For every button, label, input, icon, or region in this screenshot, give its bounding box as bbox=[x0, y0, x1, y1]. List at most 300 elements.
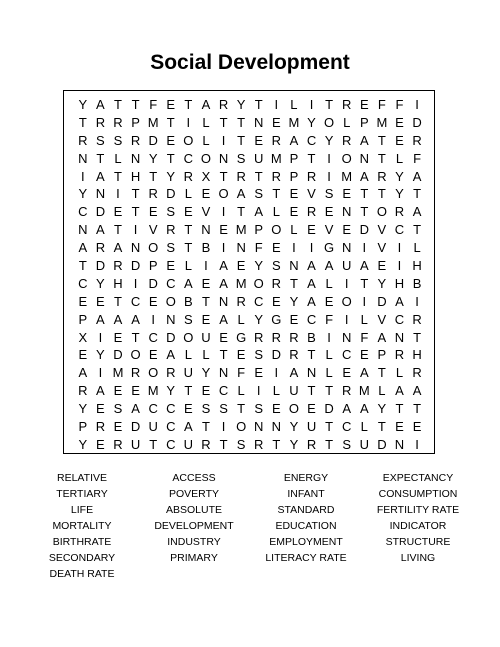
grid-letter: Y bbox=[236, 97, 246, 112]
grid-letter: A bbox=[412, 204, 422, 220]
grid-letter: R bbox=[183, 168, 194, 184]
word-list-item: STANDARD bbox=[277, 504, 335, 516]
grid-letter: T bbox=[272, 436, 281, 452]
grid-letter: A bbox=[359, 168, 369, 184]
puzzle-grid-frame bbox=[63, 90, 435, 454]
grid-letter: L bbox=[202, 132, 210, 148]
grid-letter: A bbox=[342, 401, 352, 417]
grid-row bbox=[74, 168, 426, 186]
grid-letter: E bbox=[113, 329, 123, 345]
word-list-item: INDICATOR bbox=[389, 520, 447, 532]
grid-letter: L bbox=[237, 383, 245, 399]
grid-letter: R bbox=[95, 419, 106, 435]
grid-letter: I bbox=[221, 240, 226, 256]
grid-letter: E bbox=[377, 258, 387, 274]
word-list-item: RELATIVE bbox=[57, 472, 107, 484]
grid-letter: T bbox=[237, 114, 246, 130]
grid-letter: E bbox=[289, 186, 299, 202]
grid-letter: T bbox=[219, 114, 228, 130]
grid-letter: E bbox=[219, 222, 228, 238]
page-title: Social Development bbox=[150, 51, 350, 74]
grid-letter: D bbox=[166, 186, 176, 202]
grid-letter: S bbox=[254, 401, 264, 417]
grid-letter: N bbox=[201, 222, 211, 238]
grid-letter: M bbox=[358, 383, 370, 399]
grid-letter: I bbox=[98, 329, 103, 345]
grid-letter: T bbox=[78, 114, 87, 130]
grid-letter: M bbox=[147, 383, 159, 399]
grid-letter: O bbox=[324, 114, 335, 130]
grid-letter: L bbox=[272, 383, 280, 399]
grid-letter: E bbox=[78, 347, 88, 363]
grid-letter: T bbox=[325, 97, 334, 112]
grid-letter: E bbox=[271, 114, 281, 130]
grid-letter: N bbox=[166, 311, 176, 327]
grid-letter: I bbox=[98, 365, 103, 381]
grid-letter: P bbox=[254, 222, 264, 238]
grid-letter: D bbox=[412, 114, 422, 130]
grid-letter: L bbox=[184, 258, 192, 274]
grid-letter: E bbox=[113, 383, 123, 399]
grid-letter: L bbox=[290, 222, 298, 238]
grid-letter: I bbox=[397, 240, 402, 256]
grid-letter: Y bbox=[78, 401, 88, 417]
grid-letter: D bbox=[130, 258, 141, 274]
grid-row bbox=[74, 275, 426, 293]
grid-letter: A bbox=[96, 222, 105, 238]
grid-letter: I bbox=[221, 204, 226, 220]
grid-letter: M bbox=[288, 114, 300, 130]
grid-letter: O bbox=[148, 365, 159, 381]
grid-letter: T bbox=[360, 204, 369, 220]
grid-letter: D bbox=[148, 132, 158, 148]
grid-letter: E bbox=[148, 204, 158, 220]
grid-letter: A bbox=[395, 293, 404, 309]
grid-letter: Y bbox=[96, 347, 105, 363]
grid-letter: O bbox=[341, 150, 352, 166]
grid-letter: I bbox=[415, 293, 419, 309]
grid-letter: E bbox=[113, 204, 123, 220]
word-list-item: DEVELOPMENT bbox=[154, 520, 234, 532]
grid-letter: S bbox=[166, 240, 176, 256]
grid-letter: P bbox=[78, 419, 88, 435]
grid-letter: I bbox=[309, 240, 314, 256]
grid-letter: T bbox=[237, 204, 246, 220]
grid-letter: N bbox=[218, 293, 229, 309]
grid-letter: E bbox=[307, 401, 316, 417]
grid-letter: L bbox=[343, 114, 351, 130]
grid-letter: E bbox=[359, 347, 369, 363]
grid-letter: E bbox=[96, 401, 105, 417]
grid-letter: L bbox=[202, 114, 210, 130]
grid-letter: A bbox=[96, 311, 105, 327]
grid-letter: O bbox=[130, 347, 141, 363]
grid-letter: C bbox=[78, 204, 88, 220]
grid-letter: T bbox=[131, 204, 140, 220]
grid-letter: F bbox=[325, 311, 334, 327]
grid-letter: N bbox=[78, 222, 88, 238]
grid-letter: N bbox=[236, 240, 246, 256]
grid-letter: Y bbox=[78, 186, 88, 202]
grid-letter: T bbox=[395, 401, 404, 417]
grid-letter: A bbox=[201, 97, 211, 112]
grid-letter: V bbox=[307, 186, 316, 202]
word-list-item: INFANT bbox=[287, 488, 325, 500]
grid-letter: R bbox=[412, 311, 422, 327]
grid-letter: V bbox=[377, 311, 387, 327]
grid-letter: T bbox=[114, 97, 122, 112]
grid-letter: U bbox=[289, 383, 299, 399]
grid-letter: I bbox=[256, 383, 261, 399]
grid-letter: G bbox=[324, 240, 335, 256]
grid-letter: U bbox=[359, 436, 369, 452]
grid-letter: U bbox=[130, 436, 141, 452]
grid-letter: Y bbox=[254, 258, 264, 274]
grid-letter: A bbox=[96, 168, 105, 184]
grid-letter: T bbox=[96, 150, 105, 166]
grid-letter: T bbox=[184, 97, 193, 112]
grid-letter: E bbox=[201, 311, 211, 327]
grid-letter: C bbox=[148, 329, 158, 345]
grid-letter: N bbox=[271, 419, 282, 435]
grid-letter: R bbox=[342, 132, 352, 148]
grid-letter: E bbox=[166, 132, 176, 148]
grid-letter: I bbox=[80, 168, 85, 184]
grid-row bbox=[74, 185, 426, 203]
grid-letter: Y bbox=[377, 275, 387, 291]
grid-letter: U bbox=[183, 365, 194, 381]
grid-letter: A bbox=[307, 293, 316, 309]
grid-letter: E bbox=[96, 436, 105, 452]
grid-letter: R bbox=[113, 436, 123, 452]
grid-letter: T bbox=[307, 383, 316, 399]
grid-letter: T bbox=[377, 365, 386, 381]
grid-letter: A bbox=[184, 275, 193, 291]
grid-letter: L bbox=[325, 365, 333, 381]
grid-letter: A bbox=[254, 204, 264, 220]
grid-letter: R bbox=[271, 132, 282, 148]
grid-letter: S bbox=[236, 436, 246, 452]
grid-letter: N bbox=[289, 258, 299, 274]
grid-letter: F bbox=[254, 240, 263, 256]
grid-letter: I bbox=[415, 436, 419, 452]
grid-letter: S bbox=[236, 150, 246, 166]
grid-letter: R bbox=[412, 365, 422, 381]
grid-letter: C bbox=[78, 275, 88, 291]
grid-letter: U bbox=[342, 258, 352, 274]
grid-letter: I bbox=[151, 311, 155, 327]
grid-letter: O bbox=[200, 150, 212, 166]
grid-letter: U bbox=[306, 419, 317, 435]
grid-letter: P bbox=[148, 258, 158, 274]
grid-letter: U bbox=[254, 150, 264, 166]
grid-letter: T bbox=[377, 419, 386, 435]
grid-letter: N bbox=[130, 240, 141, 256]
grid-letter: A bbox=[412, 168, 422, 184]
grid-letter: A bbox=[236, 186, 246, 202]
grid-letter: N bbox=[359, 150, 369, 166]
grid-letter: L bbox=[272, 204, 280, 220]
grid-letter: N bbox=[394, 436, 405, 452]
grid-letter: O bbox=[271, 222, 282, 238]
grid-letter: T bbox=[114, 222, 122, 238]
grid-letter: T bbox=[360, 186, 369, 202]
grid-letter: E bbox=[113, 419, 123, 435]
grid-letter: N bbox=[342, 204, 352, 220]
grid-letter: E bbox=[184, 204, 193, 220]
grid-letter: C bbox=[166, 436, 176, 452]
grid-row bbox=[74, 400, 426, 418]
grid-letter: A bbox=[359, 132, 369, 148]
grid-letter: I bbox=[327, 168, 331, 184]
grid-letter: C bbox=[306, 132, 317, 148]
grid-letter: A bbox=[78, 240, 88, 256]
grid-letter: C bbox=[218, 383, 229, 399]
grid-letter: S bbox=[184, 311, 193, 327]
grid-letter: L bbox=[360, 311, 368, 327]
grid-letter: D bbox=[166, 329, 176, 345]
grid-letter: I bbox=[309, 97, 314, 112]
grid-letter: Y bbox=[166, 383, 176, 399]
grid-letter: E bbox=[219, 329, 228, 345]
grid-letter: O bbox=[341, 293, 352, 309]
grid-letter: C bbox=[342, 419, 352, 435]
grid-letter: P bbox=[377, 347, 387, 363]
grid-row bbox=[74, 329, 426, 347]
grid-row bbox=[74, 132, 426, 150]
grid-letter: N bbox=[342, 329, 352, 345]
grid-letter: O bbox=[148, 240, 159, 256]
grid-letter: E bbox=[271, 240, 281, 256]
grid-letter: E bbox=[412, 419, 422, 435]
grid-letter: D bbox=[130, 419, 141, 435]
grid-letter: L bbox=[184, 186, 192, 202]
grid-letter: R bbox=[377, 168, 387, 184]
grid-letter: L bbox=[114, 150, 122, 166]
grid-letter: T bbox=[325, 383, 334, 399]
grid-row bbox=[74, 150, 426, 168]
grid-letter: T bbox=[307, 347, 316, 363]
grid-letter: S bbox=[96, 132, 105, 148]
grid-letter: E bbox=[201, 186, 211, 202]
grid-letter: Y bbox=[148, 150, 158, 166]
grid-letter: S bbox=[271, 258, 281, 274]
grid-letter: O bbox=[253, 275, 264, 291]
grid-letter: A bbox=[131, 311, 140, 327]
grid-letter: A bbox=[289, 365, 299, 381]
grid-letter: I bbox=[116, 186, 120, 202]
grid-letter: C bbox=[394, 222, 405, 238]
grid-letter: O bbox=[236, 419, 247, 435]
grid-letter: D bbox=[148, 275, 158, 291]
grid-letter: R bbox=[95, 114, 106, 130]
grid-letter: R bbox=[412, 132, 422, 148]
grid-letter: B bbox=[201, 240, 211, 256]
grid-letter: O bbox=[376, 204, 387, 220]
grid-letter: A bbox=[307, 275, 316, 291]
grid-letter: D bbox=[324, 401, 334, 417]
grid-letter: A bbox=[359, 258, 369, 274]
grid-letter: R bbox=[306, 204, 317, 220]
grid-letter: S bbox=[166, 204, 176, 220]
grid-letter: R bbox=[148, 186, 158, 202]
grid-letter: T bbox=[377, 150, 386, 166]
grid-row bbox=[74, 203, 426, 221]
grid-letter: A bbox=[324, 258, 334, 274]
grid-letter: B bbox=[307, 329, 316, 345]
grid-letter: D bbox=[95, 204, 106, 220]
grid-letter: V bbox=[201, 204, 211, 220]
grid-row bbox=[74, 364, 426, 382]
grid-letter: R bbox=[201, 436, 211, 452]
grid-letter: I bbox=[362, 293, 367, 309]
grid-letter: Y bbox=[307, 114, 316, 130]
grid-letter: O bbox=[165, 293, 176, 309]
grid-letter: F bbox=[237, 365, 246, 381]
grid-letter: F bbox=[377, 97, 386, 112]
grid-letter: R bbox=[394, 204, 405, 220]
grid-letter: S bbox=[113, 132, 123, 148]
word-list-item: LIFE bbox=[70, 504, 94, 516]
grid-letter: A bbox=[113, 240, 123, 256]
word-list-item: EMPLOYMENT bbox=[269, 536, 343, 548]
grid-letter: R bbox=[236, 293, 246, 309]
grid-letter: M bbox=[376, 114, 388, 130]
grid-letter: T bbox=[131, 329, 140, 345]
grid-letter: T bbox=[413, 329, 422, 345]
grid-letter: R bbox=[254, 329, 264, 345]
grid-letter: R bbox=[218, 97, 229, 112]
grid-letter: E bbox=[395, 114, 404, 130]
grid-letter: T bbox=[184, 222, 193, 238]
grid-row bbox=[74, 221, 426, 239]
grid-letter: L bbox=[413, 240, 421, 256]
grid-letter: R bbox=[113, 258, 123, 274]
grid-letter: R bbox=[113, 114, 123, 130]
grid-letter: E bbox=[166, 97, 176, 112]
grid-letter: T bbox=[219, 436, 228, 452]
word-list-item: BIRTHRATE bbox=[52, 536, 112, 548]
grid-letter: T bbox=[325, 419, 334, 435]
grid-letter: H bbox=[394, 275, 405, 291]
grid-letter: T bbox=[166, 150, 175, 166]
grid-letter: A bbox=[395, 383, 404, 399]
grid-letter: T bbox=[114, 168, 122, 184]
word-list-item: PRIMARY bbox=[170, 552, 218, 564]
grid-letter: M bbox=[235, 275, 247, 291]
grid-letter: A bbox=[412, 383, 422, 399]
grid-row bbox=[74, 436, 426, 454]
grid-letter: T bbox=[360, 275, 369, 291]
grid-letter: D bbox=[95, 258, 106, 274]
grid-letter: Y bbox=[289, 436, 299, 452]
grid-letter: B bbox=[412, 275, 422, 291]
grid-letter: R bbox=[289, 329, 299, 345]
grid-letter: E bbox=[289, 204, 299, 220]
grid-letter: S bbox=[342, 436, 352, 452]
grid-letter: I bbox=[344, 311, 349, 327]
grid-letter: A bbox=[307, 258, 316, 274]
grid-letter: R bbox=[78, 132, 88, 148]
grid-letter: A bbox=[96, 383, 105, 399]
grid-letter: C bbox=[166, 275, 176, 291]
grid-letter: R bbox=[166, 365, 176, 381]
grid-letter: M bbox=[341, 168, 353, 184]
grid-letter: R bbox=[271, 168, 282, 184]
grid-letter: H bbox=[130, 168, 141, 184]
grid-letter: N bbox=[342, 240, 352, 256]
grid-letter: V bbox=[148, 222, 158, 238]
grid-letter: I bbox=[327, 150, 331, 166]
grid-letter: T bbox=[325, 436, 334, 452]
grid-letter: X bbox=[201, 168, 211, 184]
grid-letter: T bbox=[413, 186, 422, 202]
grid-letter: Y bbox=[78, 436, 88, 452]
grid-letter: I bbox=[274, 365, 279, 381]
grid-letter: T bbox=[237, 132, 246, 148]
grid-row bbox=[74, 311, 426, 329]
word-list-item: LIVING bbox=[400, 552, 436, 564]
grid-letter: I bbox=[274, 97, 279, 112]
grid-letter: A bbox=[131, 401, 140, 417]
grid-letter: I bbox=[397, 258, 402, 274]
grid-letter: T bbox=[201, 293, 210, 309]
grid-letter: T bbox=[289, 275, 298, 291]
grid-letter: L bbox=[325, 347, 333, 363]
grid-letter: Y bbox=[254, 311, 264, 327]
grid-letter: C bbox=[130, 293, 141, 309]
grid-letter: M bbox=[270, 150, 282, 166]
grid-letter: N bbox=[394, 329, 405, 345]
word-list bbox=[26, 470, 474, 582]
grid-letter: Y bbox=[96, 275, 105, 291]
word-list-item: CONSUMPTION bbox=[378, 488, 458, 500]
grid-letter: S bbox=[254, 347, 264, 363]
grid-letter: S bbox=[113, 401, 123, 417]
grid-letter: U bbox=[148, 419, 158, 435]
grid-letter: O bbox=[183, 132, 194, 148]
grid-letter: T bbox=[131, 97, 140, 112]
grid-letter: R bbox=[271, 329, 282, 345]
grid-letter: C bbox=[394, 311, 405, 327]
grid-letter: E bbox=[254, 132, 264, 148]
grid-letter: F bbox=[413, 150, 422, 166]
grid-letter: E bbox=[271, 293, 281, 309]
grid-letter: R bbox=[166, 222, 176, 238]
grid-letter: A bbox=[359, 365, 369, 381]
grid-letter: O bbox=[183, 329, 194, 345]
grid-letter: L bbox=[395, 150, 404, 166]
grid-letter: P bbox=[359, 114, 369, 130]
word-list-item: SECONDARY bbox=[48, 552, 116, 564]
grid-letter: Y bbox=[324, 132, 334, 148]
grid-letter: Y bbox=[395, 186, 404, 202]
grid-letter: H bbox=[113, 275, 123, 291]
grid-letter: E bbox=[96, 293, 105, 309]
word-list-item: EDUCATION bbox=[275, 520, 337, 532]
grid-letter: P bbox=[78, 311, 88, 327]
grid-letter: T bbox=[184, 383, 193, 399]
grid-letter: C bbox=[342, 347, 352, 363]
word-list-item: MORTALITY bbox=[52, 520, 112, 532]
grid-letter: E bbox=[359, 97, 369, 112]
grid-letter: E bbox=[342, 222, 352, 238]
grid-letter: I bbox=[221, 419, 226, 435]
grid-letter: A bbox=[219, 311, 228, 327]
grid-letter: S bbox=[219, 401, 228, 417]
grid-letter: V bbox=[377, 222, 387, 238]
grid-letter: E bbox=[342, 365, 352, 381]
